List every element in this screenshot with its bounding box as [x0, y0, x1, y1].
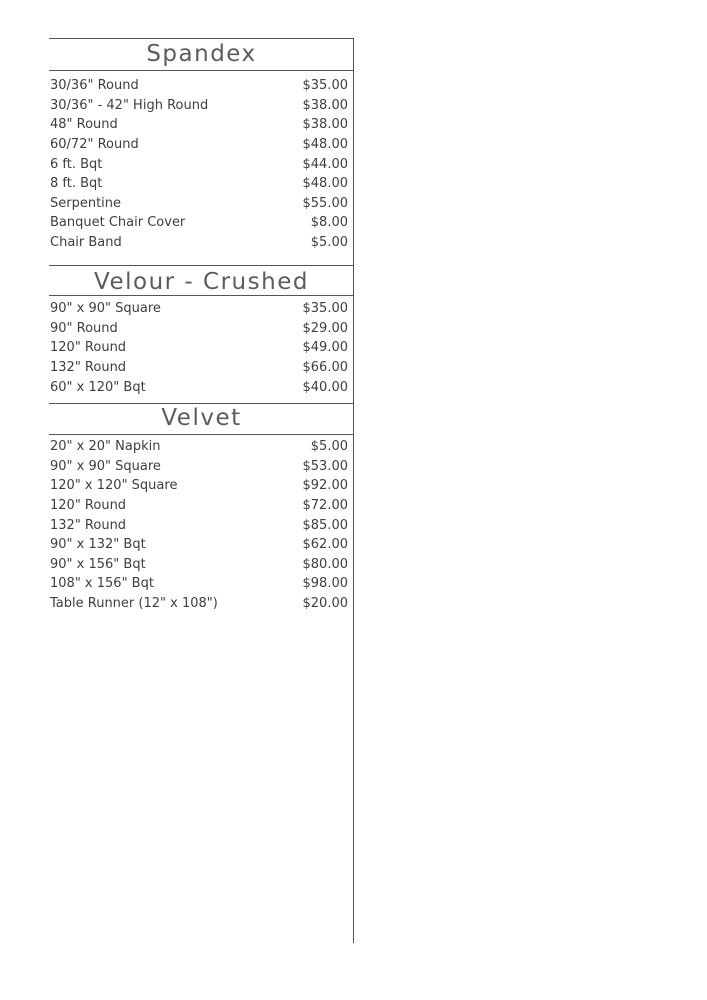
section-title-velour-crushed: Velour - Crushed — [94, 269, 309, 295]
item-name: 20" x 20" Napkin — [50, 439, 161, 455]
item-price: $85.00 — [302, 517, 348, 533]
item-name: 120" x 120" Square — [50, 478, 178, 494]
section-title-velvet: Velvet — [161, 405, 242, 431]
item-name: 120" Round — [50, 340, 127, 356]
item-price: $44.00 — [302, 156, 348, 172]
item-name: Serpentine — [50, 195, 122, 211]
price-row — [49, 154, 348, 174]
section-title-spandex: Spandex — [146, 41, 257, 67]
item-price: $20.00 — [302, 596, 348, 612]
item-name: 8 ft. Bqt — [50, 176, 103, 192]
item-name: 120" Round — [50, 498, 127, 514]
price-row — [49, 358, 348, 378]
item-name: 60" x 120" Bqt — [50, 379, 146, 395]
price-row — [49, 594, 348, 614]
item-name: 90" x 90" Square — [50, 301, 161, 317]
item-price: $55.00 — [302, 195, 348, 211]
price-row — [49, 76, 348, 96]
item-price: $29.00 — [302, 320, 348, 336]
price-row — [49, 535, 348, 555]
price-row — [49, 515, 348, 535]
price-row — [49, 194, 348, 214]
price-row — [49, 574, 348, 594]
price-row — [49, 233, 348, 253]
price-row — [49, 555, 348, 575]
velour-top-rule — [49, 265, 354, 266]
item-price: $49.00 — [302, 340, 348, 356]
item-price: $38.00 — [302, 117, 348, 133]
item-price: $5.00 — [310, 439, 348, 455]
price-row — [49, 338, 348, 358]
item-price: $35.00 — [302, 301, 348, 317]
item-name: 30/36" - 42" High Round — [50, 97, 209, 113]
spandex-header-rule — [49, 70, 354, 71]
item-name: 90" x 132" Bqt — [50, 537, 146, 553]
item-name: 90" Round — [50, 320, 118, 336]
item-price: $8.00 — [310, 215, 348, 231]
price-row — [49, 319, 348, 339]
price-row — [49, 457, 348, 477]
item-name: Banquet Chair Cover — [50, 215, 186, 231]
item-price: $48.00 — [302, 176, 348, 192]
price-row — [49, 299, 348, 319]
item-name: 132" Round — [50, 517, 127, 533]
price-row — [49, 496, 348, 516]
item-name: 108" x 156" Bqt — [50, 576, 154, 592]
price-row — [49, 437, 348, 457]
item-name: Table Runner (12" x 108") — [50, 596, 218, 612]
item-price: $40.00 — [302, 379, 348, 395]
price-row — [49, 213, 348, 233]
item-price: $72.00 — [302, 498, 348, 514]
item-price: $92.00 — [302, 478, 348, 494]
item-price: $5.00 — [310, 235, 348, 251]
price-row — [49, 174, 348, 194]
spandex-item-list — [49, 76, 348, 252]
column-right-border — [353, 38, 354, 943]
item-price: $48.00 — [302, 137, 348, 153]
price-row — [49, 115, 348, 135]
item-price: $38.00 — [302, 97, 348, 113]
item-name: 90" x 156" Bqt — [50, 556, 146, 572]
item-price: $80.00 — [302, 556, 348, 572]
item-price: $98.00 — [302, 576, 348, 592]
item-name: 48" Round — [50, 117, 118, 133]
velvet-header-rule — [49, 434, 354, 435]
item-price: $53.00 — [302, 458, 348, 474]
price-row — [49, 377, 348, 397]
price-row — [49, 476, 348, 496]
item-name: 132" Round — [50, 360, 127, 376]
item-name: 60/72" Round — [50, 137, 139, 153]
item-name: 90" x 90" Square — [50, 458, 161, 474]
price-row — [49, 96, 348, 116]
velour-item-list — [49, 299, 348, 397]
item-name: Chair Band — [50, 235, 122, 251]
item-price: $35.00 — [302, 78, 348, 94]
item-price: $62.00 — [302, 537, 348, 553]
item-name: 30/36" Round — [50, 78, 139, 94]
item-price: $66.00 — [302, 360, 348, 376]
item-name: 6 ft. Bqt — [50, 156, 103, 172]
price-row — [49, 135, 348, 155]
velvet-item-list — [49, 437, 348, 613]
velour-header-rule — [49, 295, 354, 296]
